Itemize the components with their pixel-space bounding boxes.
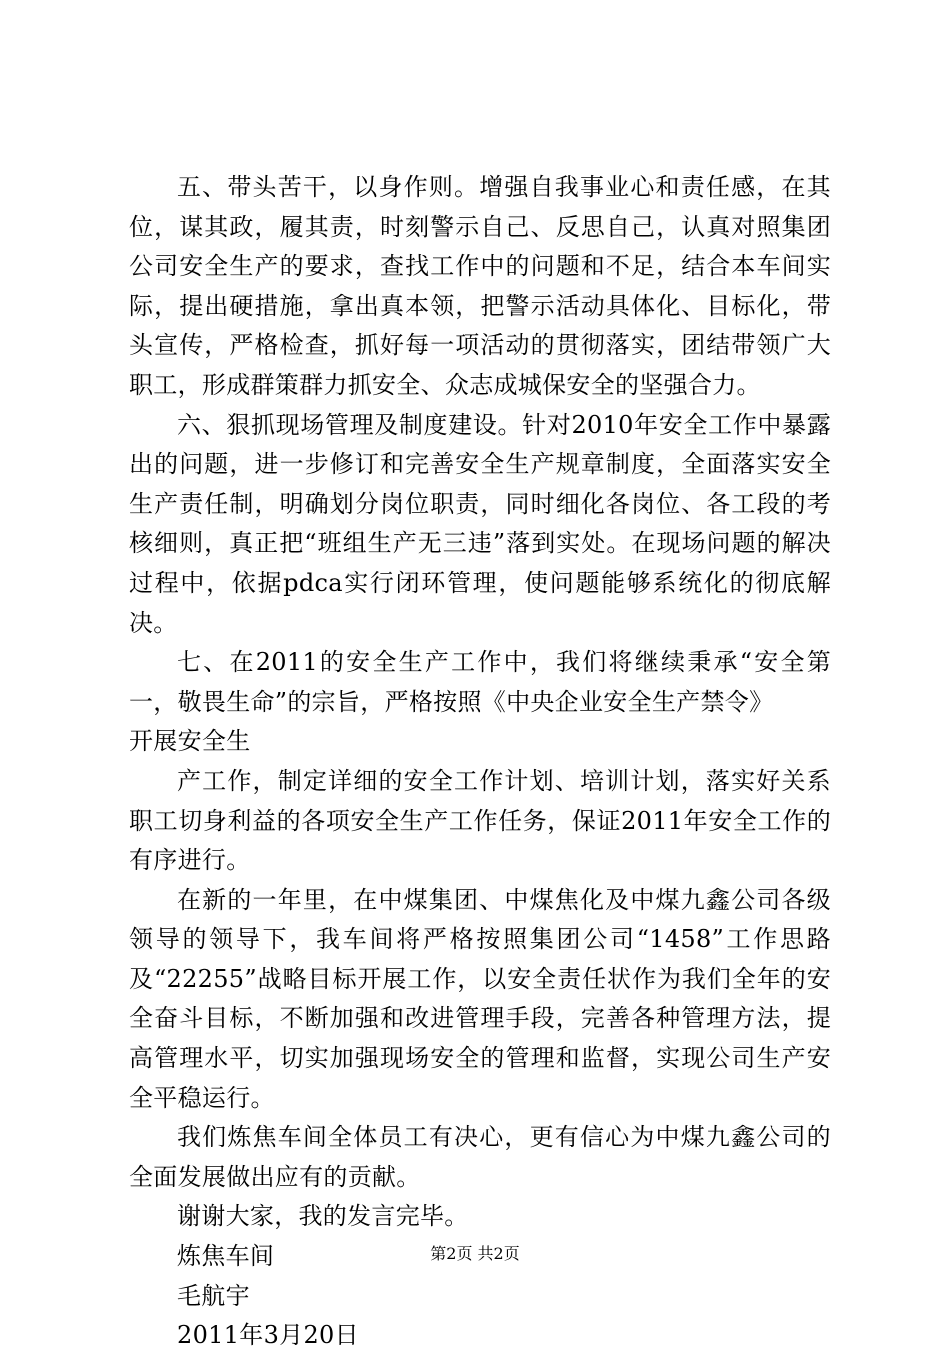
paragraph-7-continued: 产工作，制定详细的安全工作计划、培训计划，落实好关系职工切身利益的各项安全生产工作任务，保证2011年安全工作的有序进行。 <box>129 766 831 875</box>
document-body <box>129 168 831 1356</box>
page-footer: 第2页 共2页 <box>430 1244 520 1263</box>
signature-date: 2011年3月20日 <box>177 1321 359 1350</box>
closing-remark: 谢谢大家，我的发言完毕。 <box>177 1202 469 1231</box>
signature-author: 毛航宇 <box>177 1281 250 1310</box>
paragraph-7: 七、在2011的安全生产工作中，我们将继续秉承“安全第一，敬畏生命”的宗旨，严格按照《中央企业安全生产禁令》 开展安全生 <box>129 648 831 756</box>
paragraph-commitment: 我们炼焦车间全体员工有决心，更有信心为中煤九鑫公司的全面发展做出应有的贡献。 <box>129 1123 831 1191</box>
paragraph-6: 六、狠抓现场管理及制度建设。针对2010年安全工作中暴露出的问题，进一步修订和完善安全生产规章制度，全面落实安全生产责任制，明确划分岗位职责，同时细化各岗位、各工段的考核细则，真正把“班组生产无三违”落到实处。在现场问题的解决过程中，依据pdca实行闭环管理，使问题能够系统化的彻底解决。 <box>129 410 831 637</box>
paragraph-5: 五、带头苦干，以身作则。增强自我事业心和责任感，在其位，谋其政，履其责，时刻警示自己、反思自己，认真对照集团公司安全生产的要求，查找工作中的问题和不足，结合本车间实际，提出硬措施，拿出真本领，把警示活动具体化、目标化，带头宣传，严格检查，抓好每一项活动的贯彻落实，团结带领广大职工，形成群策群力抓安全、众志成城保安全的坚强合力。 <box>129 173 831 399</box>
signature-department: 炼焦车间 <box>177 1242 275 1271</box>
paragraph-new-year: 在新的一年里，在中煤集团、中煤焦化及中煤九鑫公司各级领导的领导下，我车间将严格按照集团公司“1458”工作思路及“22255”战略目标开展工作，以安全责任状作为我们全年的安全奋斗目标，不断加强和改进管理手段，完善各种管理方法，提高管理水平，切实加强现场安全的管理和监督，实现公司生产安全平稳运行。 <box>129 885 831 1112</box>
